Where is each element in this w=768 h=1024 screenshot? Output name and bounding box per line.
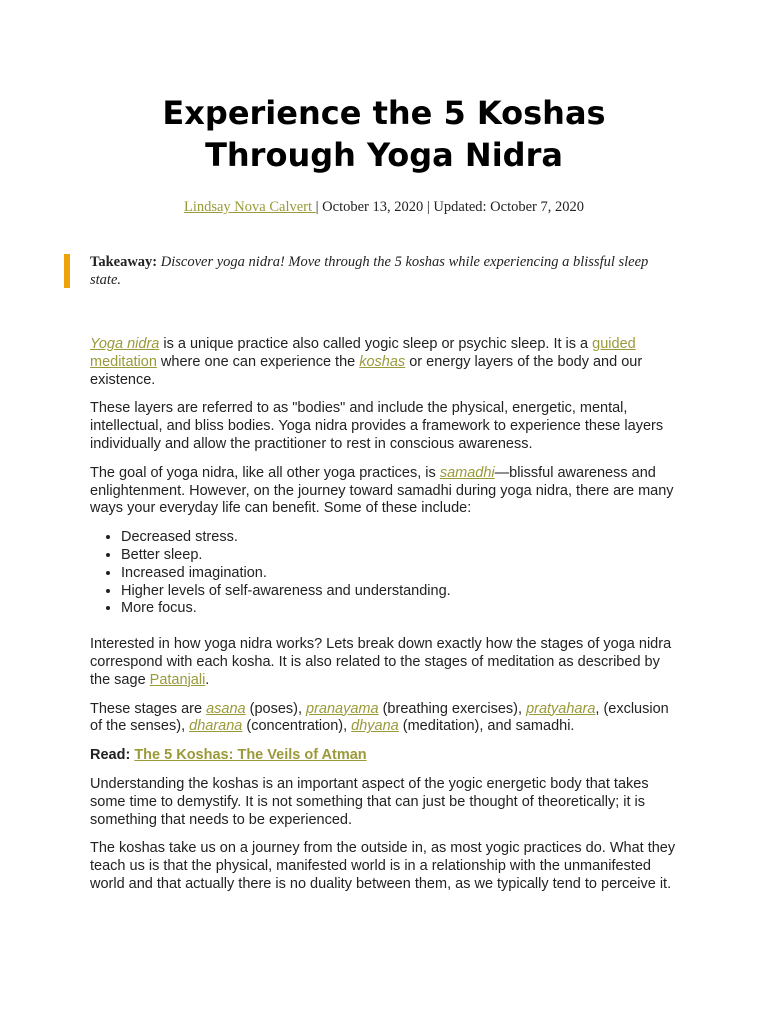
yoga-nidra-link[interactable]: Yoga nidra [90, 336, 160, 352]
paragraph-stages [90, 701, 678, 737]
read-label: Read: [90, 747, 131, 764]
paragraph-text: where one can experience the [156, 353, 360, 370]
paragraph-text: The goal of yoga nidra, like all other yoga practices, is [90, 464, 440, 481]
list-item: • Decreased stress. [121, 529, 678, 547]
paragraph-text: or energy layers of the body and our existence. [90, 353, 643, 388]
list-item: • More focus. [121, 600, 678, 618]
paragraph-stages-intro [90, 636, 678, 689]
asana-link[interactable]: asana [206, 700, 246, 717]
samadhi-link[interactable]: samadhi [439, 464, 495, 481]
title-line-2: Through Yoga Nidra [205, 136, 563, 174]
benefits-list [90, 529, 678, 618]
paragraph-text: (breathing exercises), [378, 700, 527, 717]
paragraph-understanding: Understanding the koshas is an important aspect of the yogic energetic body that takes some time to demystify. It is not something that can just be thought of theoretically; it is something that needs to be experienced. [90, 775, 649, 828]
paragraph-intro [90, 336, 678, 389]
takeaway-label: Takeaway: [90, 254, 158, 270]
koshas-link[interactable]: koshas [359, 353, 406, 370]
dharana-link[interactable]: dharana [189, 718, 243, 735]
takeaway-accent-bar [64, 254, 70, 288]
paragraph-text: (meditation), and samadhi. [398, 718, 575, 735]
paragraph-text: (concentration), [242, 718, 352, 735]
list-item: • Better sleep. [121, 547, 678, 565]
read-more [90, 747, 678, 765]
pratyahara-link[interactable]: pratyahara [526, 700, 596, 717]
page-title [0, 92, 768, 176]
takeaway-box [90, 253, 680, 289]
dhyana-link[interactable]: dhyana [351, 718, 399, 735]
paragraph-text: . [205, 671, 210, 688]
article-meta [0, 199, 768, 216]
paragraph-text: is a unique practice also called yogic sleep or psychic sleep. It is a [159, 336, 593, 352]
paragraph-text: Interested in how yoga nidra works? Lets break down exactly how the stages of yoga nidra correspond with each kosha. It is also related to the stages of meditation as described by the sage [90, 636, 672, 688]
read-more-link[interactable]: The 5 Koshas: The Veils of Atman [134, 747, 367, 764]
takeaway-text: Discover yoga nidra! Move through the 5 koshas while experiencing a blissful sleep state. [90, 254, 649, 288]
paragraph-text: (poses), [245, 700, 307, 717]
title-line-1: Experience the 5 Koshas [162, 94, 606, 132]
list-item: • Higher levels of self-awareness and understanding. [121, 583, 678, 601]
paragraph-text: These stages are [90, 700, 207, 717]
paragraph-layers: These layers are referred to as "bodies" and include the physical, energetic, mental, intellectual, and bliss bodies. Yoga nidra provides a framework to experience these layers individually and allow the practitioner to rest in conscious awareness. [90, 400, 664, 452]
patanjali-link[interactable]: Patanjali [149, 671, 206, 688]
pranayama-link[interactable]: pranayama [306, 700, 379, 717]
author-link[interactable]: Lindsay Nova Calvert [183, 199, 316, 215]
paragraph-journey: The koshas take us on a journey from the outside in, as most yogic practices do. What they teach us is that the physical, manifested world is in a relationship with the unmanifested world and that actually there is no duality between them, as we typically tend to perceive it. [90, 840, 676, 892]
date-info: | October 13, 2020 | Updated: October 7, 2020 [315, 199, 585, 215]
article-body [90, 336, 678, 905]
paragraph-text: , (exclusion of the senses), [90, 700, 669, 735]
paragraph-goal [90, 465, 678, 518]
list-item: • Increased imagination. [121, 565, 678, 583]
guided-meditation-link[interactable]: guided meditation [90, 336, 636, 370]
paragraph-text: —blissful awareness and enlightenment. However, on the journey toward samadhi during yoga nidra, there are many ways your everyday life can benefit. Some of these include: [90, 464, 674, 517]
